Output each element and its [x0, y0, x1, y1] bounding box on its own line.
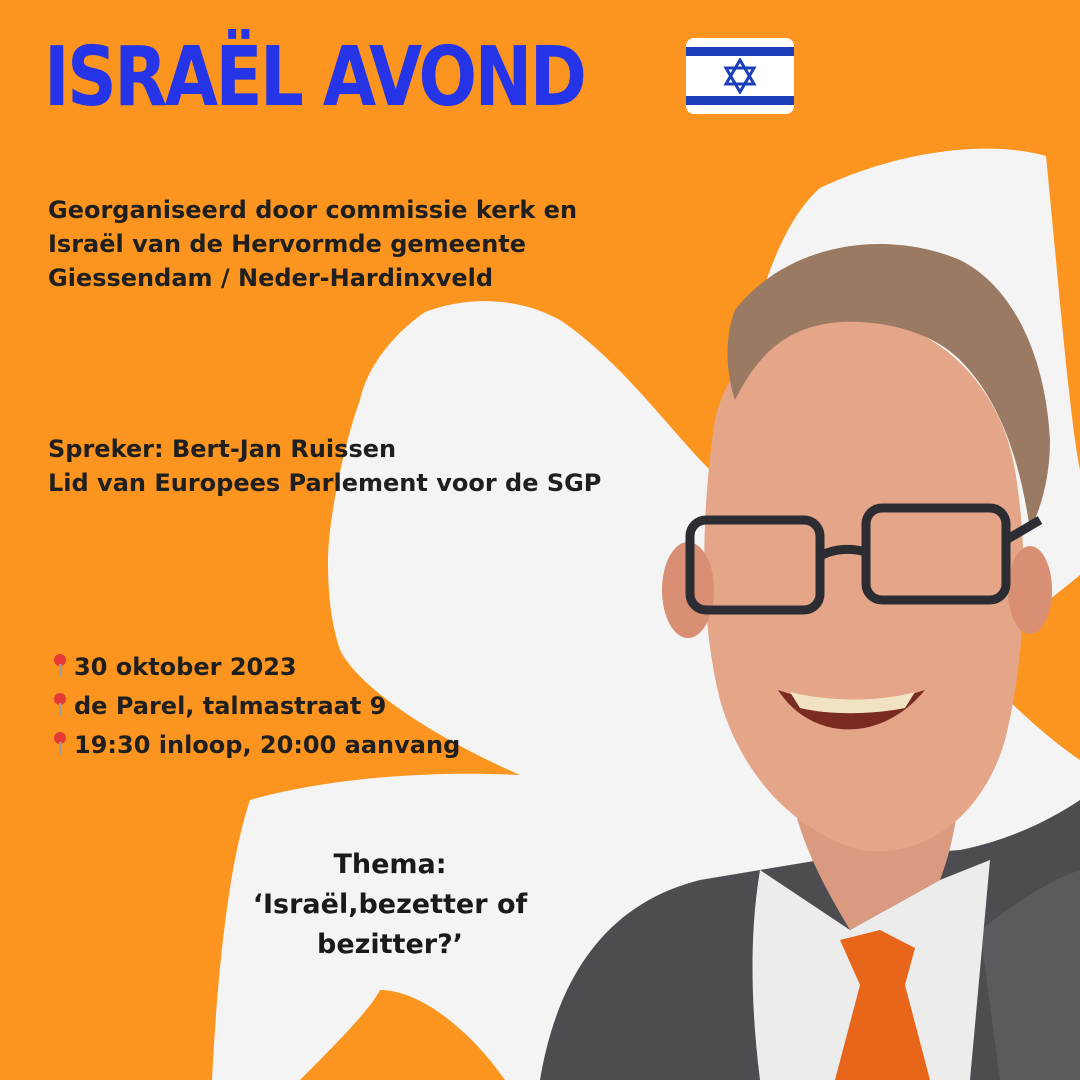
speaker-text: [48, 432, 601, 500]
organizer-text: [48, 193, 577, 295]
detail-location: [48, 687, 460, 726]
detail-time-text: 19:30 inloop, 20:00 aanvang: [74, 731, 461, 759]
detail-time: [48, 726, 460, 765]
israel-flag-icon: [686, 38, 794, 114]
star-of-david-icon: [722, 58, 758, 94]
organizer-line: Georganiseerd door commissie kerk en: [48, 196, 578, 224]
map-pin-icon: [48, 691, 72, 717]
organizer-line: Israël van de Hervormde gemeente: [48, 230, 527, 258]
detail-location-text: de Parel, talmastraat 9: [74, 692, 387, 720]
speaker-role: Lid van Europees Parlement voor de SGP: [48, 469, 602, 497]
detail-date-text: 30 oktober 2023: [74, 653, 297, 681]
map-pin-icon: [48, 652, 72, 678]
theme-line: ‘Israël,bezetter of: [252, 889, 528, 920]
theme-text: [230, 845, 550, 965]
speaker-name: Spreker: Bert-Jan Ruissen: [48, 435, 397, 463]
map-pin-icon: [48, 730, 72, 756]
theme-label: Thema:: [333, 849, 447, 880]
theme-line: bezitter?’: [317, 929, 463, 960]
event-details: [48, 648, 460, 765]
organizer-line: Giessendam / Neder-Hardinxveld: [48, 264, 494, 292]
event-title: ISRAËL AVOND: [44, 30, 585, 125]
detail-date: [48, 648, 460, 687]
